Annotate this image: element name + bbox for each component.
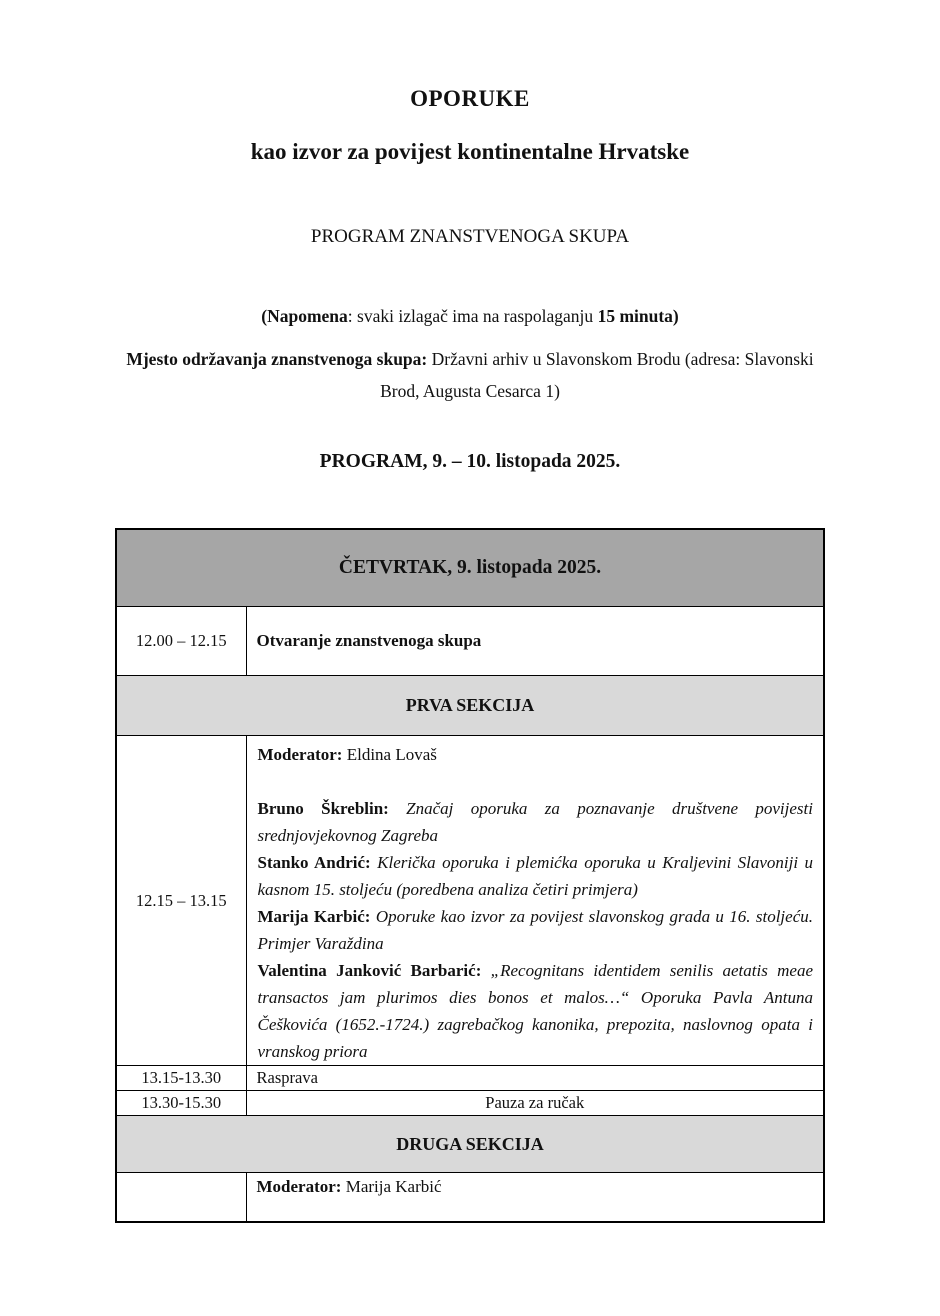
document-subtitle: PROGRAM ZNANSTVENOGA SKUPA [310,226,630,247]
talk-title: Klerička oporuka i plemićka oporuka u Kraljevini Slavoniji u kasnom 15. stoljeću (poredbena analiza četiri primjera) [257,853,814,899]
moderator-name: Eldina Lovaš [342,745,437,764]
talk-title: Oporuke kao izvor za povijest slavonskog grada u 16. stoljeću. Primjer Varaždina [257,907,813,953]
session2-time [116,1173,246,1223]
document-title-line2: kao izvor za povijest kontinentalne Hrvatske [250,139,690,164]
program-heading: PROGRAM, 9. – 10. listopada 2025. [319,451,621,472]
session1-time: 12.15 – 13.15 [116,736,246,1066]
day-header-cell: ČETVRTAK, 9. listopada 2025. [116,529,824,607]
venue-text: Državni arhiv u Slavonskom Brodu (adresa: Slavonski Brod, Augusta Cesarca 1) [380,349,814,401]
talk-title: „Recognitans identidem senilis aetatis meae transactos jam plurimos dies bonos et malos…“ Oporuka Pavla Antuna Češkovića (1652.-1724.) zagrebačkog kanonika, prepozita, naslovnog opata i vranskog priora [257,961,813,1061]
venue-line [120,343,820,407]
talk-speaker: Bruno Škreblin: [257,799,389,818]
talk-speaker: Valentina Janković Barbarić: [257,961,482,980]
talk-item-4 [258,957,814,1065]
moderator-label: Moderator: [256,1177,342,1196]
document-title-line1: OPORUKE [410,86,530,111]
talk-item-3 [258,903,814,957]
venue-label: Mjesto održavanja znanstvenoga skupa: [126,349,428,369]
discussion-title: Rasprava [246,1066,824,1091]
table-row-session2 [116,1173,824,1223]
note-line [0,248,940,327]
talk-title: Značaj oporuka za poznavanje društvene povijesti srednjovjekovnog Zagreba [257,799,813,845]
table-row-session1 [116,736,824,1066]
table-row-lunch-break [116,1091,824,1116]
talk-item-1 [258,795,814,849]
talk-item-2 [258,849,814,903]
moderator-label: Moderator: [257,745,343,764]
discussion-time: 13.15-13.30 [116,1066,246,1091]
lunch-break-time: 13.30-15.30 [116,1091,246,1116]
table-row-section1 [116,676,824,736]
note-bold-open: (Napomena [261,306,348,326]
session1-moderator-line [258,741,814,768]
table-row-section2 [116,1116,824,1173]
opening-title: Otvaranje znanstvenoga skupa [246,607,824,676]
opening-time: 12.00 – 12.15 [116,607,246,676]
talk-speaker: Stanko Andrić: [257,853,371,872]
lunch-break-title: Pauza za ručak [246,1091,824,1116]
moderator-name: Marija Karbić [341,1177,442,1196]
section1-title: PRVA SEKCIJA [116,676,824,736]
note-middle: : svaki izlagač ima na raspolaganju [347,306,598,326]
table-row-discussion [116,1066,824,1091]
table-row-opening [116,607,824,676]
table-row-day-header [116,529,824,607]
section2-title: DRUGA SEKCIJA [116,1116,824,1173]
talk-speaker: Marija Karbić: [257,907,371,926]
session1-content [246,736,824,1066]
note-bold-close: 15 minuta) [597,306,679,326]
session2-content [246,1173,824,1223]
program-table [115,528,825,1223]
